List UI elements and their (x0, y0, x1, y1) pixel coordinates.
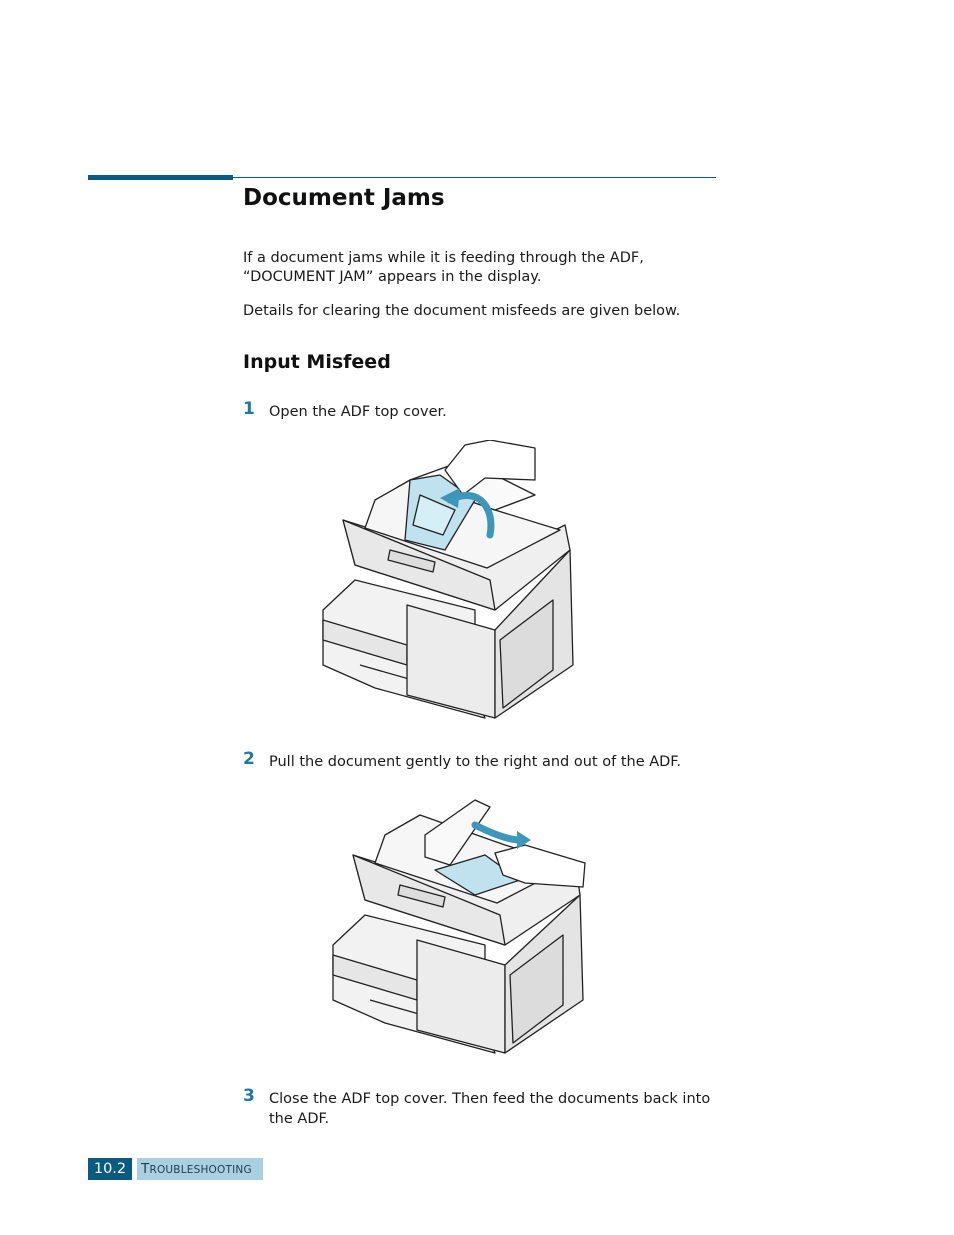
heading-rule-thin (233, 177, 716, 178)
step-1-number: 1 (243, 399, 255, 419)
intro-paragraph (243, 249, 713, 287)
intro-line-2: “DOCUMENT JAM” appears in the display. (243, 269, 542, 285)
section-name (137, 1158, 263, 1180)
figure-open-adf-cover (315, 440, 585, 725)
details-paragraph: Details for clearing the document misfeeds are given below. (243, 303, 681, 319)
heading-rule-thick (88, 175, 233, 180)
section-name-initial: T (141, 1161, 150, 1177)
section-subheading: Input Misfeed (243, 351, 391, 373)
step-1-text: Open the ADF top cover. (269, 404, 447, 420)
page-number: 10.2 (88, 1158, 132, 1180)
figure-pull-document (325, 795, 595, 1060)
step-2-number: 2 (243, 749, 255, 769)
step-3-text: Close the ADF top cover. Then feed the documents back into the ADF. (269, 1091, 711, 1127)
intro-line-1: If a document jams while it is feeding through the ADF, (243, 250, 644, 266)
step-3-number: 3 (243, 1086, 255, 1106)
step-2-text: Pull the document gently to the right and out of the ADF. (269, 754, 681, 770)
page-title: Document Jams (243, 185, 445, 211)
section-name-rest: ROUBLESHOOTING (149, 1164, 252, 1176)
